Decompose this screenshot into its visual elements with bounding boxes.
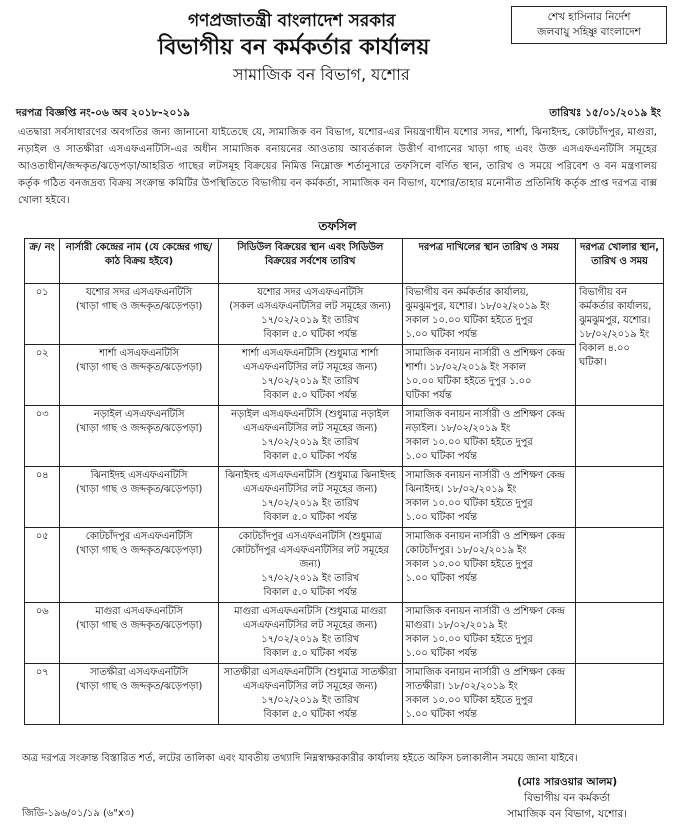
signatory-office: সামাজিক বন বিভাগ, যশোর।: [507, 808, 627, 820]
cell-schedule-sched1: যশোর সদর এসএফএনটিসি: [257, 287, 364, 298]
notice-number: দরপত্র বিজ্ঞপ্তি নং-০৬ অব ২০১৮-২০১৯: [16, 107, 190, 119]
cell-opening-empty: [576, 406, 664, 467]
cell-schedule-sched4: বিকাল ৫.০ ঘটিকা পর্যন্ত: [263, 329, 357, 340]
cell-schedule-sched2: (সকল এসএফএনটিসির লট সমূহের জন্য): [229, 301, 392, 312]
cell-schedule: [218, 603, 402, 664]
notice-date: তারিখঃ ১৫/০১/২০১৯ ইং: [549, 107, 661, 119]
cell-submission-sub1: সামাজিক বনায়ন নার্সারী ও প্রশিক্ষণ কেন্দ্র সাতক্ষীরা। ১৮/০২/২০১৯ ইং: [405, 667, 565, 692]
cell-schedule-sched1: ঝিনাইদহ এসএফএনটিসি (শুধুমাত্র ঝিনাইদহ: [224, 470, 396, 481]
cell-serial-sl: ০২: [35, 348, 49, 359]
cell-nursery-type: (খাড়া গাছ ও জব্দকৃত/ঝড়েপড়া): [75, 681, 203, 692]
gd-number: জিডি-১৯৬/০১/১৯ (৬"x৩): [22, 808, 135, 819]
cell-serial-sl: ০৭: [35, 667, 49, 678]
cell-schedule: [218, 406, 402, 467]
cell-schedule-sched3: ১৭/০২/২০১৯ ইং তারিখ: [261, 376, 360, 387]
cell-nursery-type: (খাড়া গাছ ও জব্দকৃত/ঝড়েপড়া): [75, 423, 203, 434]
cell-submission-sub1: সামাজিক বনায়ন নার্সারী ও প্রশিক্ষণ কেন্দ্র শার্শা। ১৮/০২/২০১৯ ইং সকাল: [405, 348, 565, 373]
cell-schedule-sched2: এসএফএনটিসির লট সমূহের জন্য): [243, 362, 378, 373]
header-submission: দরপত্র দাখিলের স্থান তারিখ ও সময়: [402, 239, 576, 284]
table-header-row: [25, 239, 664, 284]
cell-nursery: [60, 528, 218, 603]
cell-submission-sub1: সামাজিক বনায়ন নার্সারী ও প্রশিক্ষণ কেন্দ্র ঝিনাইদহ। ১৮/০২/২০১৯ ইং: [405, 470, 565, 495]
cell-nursery: [60, 284, 218, 345]
cell-schedule-sched4: বিকাল ৫.০ ঘটিকা পর্যন্ত: [263, 587, 357, 598]
govt-title: গণপ্রজাতন্ত্রী বাংলাদেশ সরকার: [188, 11, 396, 31]
cell-serial: [25, 406, 60, 467]
table-row: [25, 528, 664, 603]
cell-schedule-sched4: বিকাল ৫.০ ঘটিকা পর্যন্ত: [263, 512, 357, 523]
cell-submission: [402, 528, 576, 603]
cell-schedule-sched4: বিকাল ৫.০ ঘটিকা পর্যন্ত: [263, 451, 357, 462]
cell-submission: [402, 284, 576, 345]
cell-schedule-sched3: ১৭/০২/২০১৯ ইং তারিখ: [261, 634, 360, 645]
cell-submission-sub2: সকাল ১০.০০ ঘটিকা হইতে দুপুর: [405, 437, 533, 448]
cell-opening-empty: [576, 467, 664, 528]
cell-serial: [25, 467, 60, 528]
cell-schedule: [218, 467, 402, 528]
cell-schedule: [218, 664, 402, 725]
cell-serial-sl: ০৩: [35, 409, 49, 420]
signatory-title: বিভাগীয় বন কর্মকর্তা: [524, 792, 611, 804]
cell-submission: [402, 603, 576, 664]
cell-nursery-name: কোটচাঁদপুর এসএফএনটিসি: [85, 531, 193, 542]
cell-serial: [25, 603, 60, 664]
office-title: বিভাগীয় বন কর্মকর্তার কার্যালয়: [158, 35, 430, 60]
cell-schedule: [218, 528, 402, 603]
signature-block: [507, 774, 627, 822]
cell-submission-sub3: ১.০০ ঘটিকা পর্যন্ত: [405, 709, 477, 720]
cell-schedule-sched1: নড়াইল এসএফএনটিসি (শুধুমাত্র নড়াইল: [231, 409, 390, 420]
cell-nursery: [60, 406, 218, 467]
cell-submission-sub3: ১.০০ ঘটিকা পর্যন্ত: [405, 329, 477, 340]
cell-submission-sub2: সকাল ১০.০০ ঘটিকা হইতে দুপুর: [405, 559, 533, 570]
cell-schedule-sched2: এসএফএনটিসির লট সমূহের জন্য): [243, 423, 378, 434]
cell-nursery: [60, 467, 218, 528]
cell-schedule-sched3: ১৭/০২/২০১৯ ইং তারিখ: [261, 498, 360, 509]
slogan-line-1: শেখ হাসিনার নির্দেশ: [547, 11, 631, 23]
cell-serial: [25, 528, 60, 603]
cell-submission-sub1: সামাজিক বনায়ন নার্সারী ও প্রশিক্ষণ কেন্দ্র কোটচাঁদপুর। ১৮/০২/২০১৯ ইং: [405, 531, 565, 556]
cell-serial-sl: ০৬: [35, 606, 49, 617]
cell-submission-sub3: ১.০০ ঘটিকা পর্যন্ত: [405, 648, 477, 659]
cell-submission-sub3: ঘটিকা পর্যন্ত: [405, 390, 452, 401]
cell-submission-sub3: ১.০০ ঘটিকা পর্যন্ত: [405, 573, 477, 584]
cell-nursery-name: মাগুরা এসএফএনটিসি: [95, 606, 183, 617]
cell-nursery-type: (খাড়া গাছ ও জব্দকৃত/ঝড়েপড়া): [75, 301, 203, 312]
table-row: [25, 284, 664, 345]
cell-opening-empty: [576, 664, 664, 725]
cell-submission-sub3: ১.০০ ঘটিকা পর্যন্ত: [405, 512, 477, 523]
slogan-line-2: জলবায়ু সহিষ্ণু বাংলাদেশ: [537, 26, 641, 38]
cell-submission-sub2: সকাল ১০.০০ ঘটিকা হইতে দুপুর: [405, 634, 533, 645]
cell-submission-sub1: সামাজিক বনায়ন নার্সারী ও প্রশিক্ষণ কেন্দ্র নড়াইল। ১৮/০২/২০১৯ ইং: [405, 409, 565, 434]
cell-schedule-sched1: মাগুরা এসএফএনটিসি (শুধুমাত্র মাগুরা: [234, 606, 387, 617]
cell-nursery-name: ঝিনাইদহ এসএফএনটিসি: [90, 470, 188, 481]
cell-submission-sub2: সকাল ১০.০০ ঘটিকা হইতে দুপুর: [405, 315, 533, 326]
header: [8, 6, 667, 98]
cell-schedule-sched3: ১৭/০২/২০১৯ ইং তারিখ: [261, 437, 360, 448]
cell-serial: [25, 664, 60, 725]
cell-submission-sub2: ১০.০০ ঘটিকা হইতে দুপুর ১.০০: [405, 376, 532, 387]
notice-page: [8, 6, 667, 834]
header-serial: ক্র/ নং: [25, 239, 60, 284]
cell-nursery-type: (খাড়া গাছ ও জব্দকৃত/ঝড়েপড়া): [75, 545, 203, 556]
cell-nursery-type: (খাড়া গাছ ও জব্দকৃত/ঝড়েপড়া): [75, 362, 203, 373]
cell-schedule-sched1: কোটচাঁদপুর এসএফএনটিসি (শুধুমাত্র: [238, 531, 382, 542]
cell-submission-sub1: সামাজিক বনায়ন নার্সারী ও প্রশিক্ষণ কেন্দ্র মাগুরা। ১৮/০২/২০১৯ ইং: [405, 606, 565, 631]
cell-schedule-sched4: বিকাল ৫.০ ঘটিকা পর্যন্ত: [263, 709, 357, 720]
cell-schedule-sched2: এসএফএনটিসির লট সমূহের জন্য): [243, 620, 378, 631]
cell-schedule-sched3: ১৭/০২/২০১৯ ইং তারিখ: [261, 315, 360, 326]
cell-serial: [25, 284, 60, 345]
cell-submission-sub2: সকাল ১০.০০ ঘটিকা হইতে দুপুর: [405, 695, 533, 706]
cell-schedule-sched4: বিকাল ৫.০ ঘটিকা পর্যন্ত: [263, 648, 357, 659]
cell-schedule-sched2: এসএফএনটিসির লট সমূহের জন্য): [243, 681, 378, 692]
intro-paragraph: এতদ্বারা সর্বসাধারণের অবগতির জন্য জানানো যাইতেছে যে, সামাজিক বন বিভাগ, যশোর-এর নিয়ন্ত্রণাধীন যশোর সদর, শার্শা, ঝিনাইদহ, কোটচাঁদপুর, মাগুরা, নড়াইল ও সাতক্ষীরা এসএফএনটিসি-এর অধীন সামাজিক বনায়নের আওতায় আবর্তকাল উত্তীর্ণ বাগানের খাড়া গাছ এবং উক্ত এসএফএনটিসি সমূহের আওতাধীন/জব্দকৃত/ঝড়েপড়া/আহরিত গাছের লটসমূহ বিক্রয়ের নিমিত্ত নিম্নোক্ত শর্তানুসারে তফসিলে বর্ণিত স্থান, তারিখ ও সময়ে পরিবেশ ও বন মন্ত্রণালয় কর্তৃক গঠিত বনজদ্রব্য বিক্রয় সংক্রান্ত কমিটির উপস্থিতিতে বিভাগীয় বন কর্মকর্তা, সামাজিক বন বিভাগ, যশোর/তাহার মনোনীত প্রতিনিধি কর্তৃক প্রাপ্ত দরপত্র বাক্স খোলা হইবে।: [18, 127, 657, 206]
signatory-name: (মোঃ সারওয়ার আলম): [517, 776, 618, 788]
header-schedule: সিডিউল বিক্রয়ের স্থান এবং সিডিউল বিক্রয়ের সর্বশেষ তারিখ: [218, 239, 402, 284]
cell-schedule-sched1: সাতক্ষীরা এসএফএনটিসি (শুধুমাত্র সাতক্ষীরা: [223, 667, 397, 678]
division-title: সামাজিক বন বিভাগ, যশোর: [233, 65, 410, 84]
table-row: [25, 603, 664, 664]
schedule-table: [24, 238, 664, 725]
cell-schedule: [218, 284, 402, 345]
cell-opening: বিভাগীয় বন কর্মকর্তার কার্যালয়, ঝুমঝুমপুর, যশোর। ১৮/০২/২০১৯ ইং বিকাল ৪.০০ ঘটিকা।: [576, 284, 664, 406]
cell-submission: [402, 345, 576, 406]
cell-schedule-sched4: বিকাল ৫.০ ঘটিকা পর্যন্ত: [263, 390, 357, 401]
cell-schedule: [218, 345, 402, 406]
header-opening: দরপত্র খোলার স্থান, তারিখ ও সময়: [576, 239, 664, 284]
schedule-heading: তফসিল: [318, 219, 357, 233]
footnote: অত্র দরপত্র সংক্রান্ত বিস্তারিত শর্ত, লটের তালিকা এবং যাবতীয় তথ্যাদি নিম্নস্বাক্ষরকারীর কার্যালয় হইতে অফিস চলাকালীন সময়ে জানা যাইবে।: [22, 753, 578, 764]
cell-nursery: [60, 345, 218, 406]
cell-serial-sl: ০৪: [35, 470, 49, 481]
cell-opening-empty: [576, 528, 664, 603]
cell-serial-sl: ০৫: [35, 531, 49, 542]
cell-schedule-sched2: এসএফএনটিসির লট সমূহের জন্য): [243, 484, 378, 495]
cell-nursery-type: (খাড়া গাছ ও জব্দকৃত/ঝড়েপড়া): [75, 620, 203, 631]
cell-nursery-name: নড়াইল এসএফএনটিসি: [93, 409, 185, 420]
table-row: [25, 345, 664, 406]
cell-submission: [402, 406, 576, 467]
cell-opening-empty: [576, 603, 664, 664]
cell-schedule-sched2: কোটচাঁদপুর এসএফএনটিসির লট সমূহের জন্য): [231, 545, 389, 570]
cell-nursery-name: সাতক্ষীরা এসএফএনটিসি: [90, 667, 189, 678]
cell-schedule-sched1: শার্শা এসএফএনটিসি (শুধুমাত্র শার্শা: [241, 348, 379, 359]
cell-schedule-sched3: ১৭/০২/২০১৯ ইং তারিখ: [261, 573, 360, 584]
cell-submission: [402, 467, 576, 528]
cell-nursery: [60, 603, 218, 664]
cell-submission-sub1: বিভাগীয় বন কর্মকর্তার কার্যালয়, ঝুমঝুমপুর, যশোর। ১৮/০২/২০১৯ ইং: [405, 287, 550, 312]
header-nursery: নার্সারী কেন্দ্রের নাম (যে কেন্দ্রের গাছ/কাঠ বিক্রয় হইবে): [60, 239, 218, 284]
slogan-box: [511, 6, 667, 44]
cell-submission-sub2: সকাল ১০.০০ ঘটিকা হইতে দুপুর: [405, 498, 533, 509]
cell-submission-sub3: ১.০০ ঘটিকা পর্যন্ত: [405, 451, 477, 462]
table-row: [25, 664, 664, 725]
cell-nursery-name: শার্শা এসএফএনটিসি: [99, 348, 179, 359]
table-row: [25, 406, 664, 467]
cell-nursery-name: যশোর সদর এসএফএনটিসি: [86, 287, 193, 298]
cell-submission: [402, 664, 576, 725]
cell-nursery-type: (খাড়া গাছ ও জব্দকৃত/ঝড়েপড়া): [75, 484, 203, 495]
cell-nursery: [60, 664, 218, 725]
cell-schedule-sched3: ১৭/০২/২০১৯ ইং তারিখ: [261, 695, 360, 706]
cell-serial-sl: ০১: [35, 287, 49, 298]
cell-serial: [25, 345, 60, 406]
table-row: [25, 467, 664, 528]
